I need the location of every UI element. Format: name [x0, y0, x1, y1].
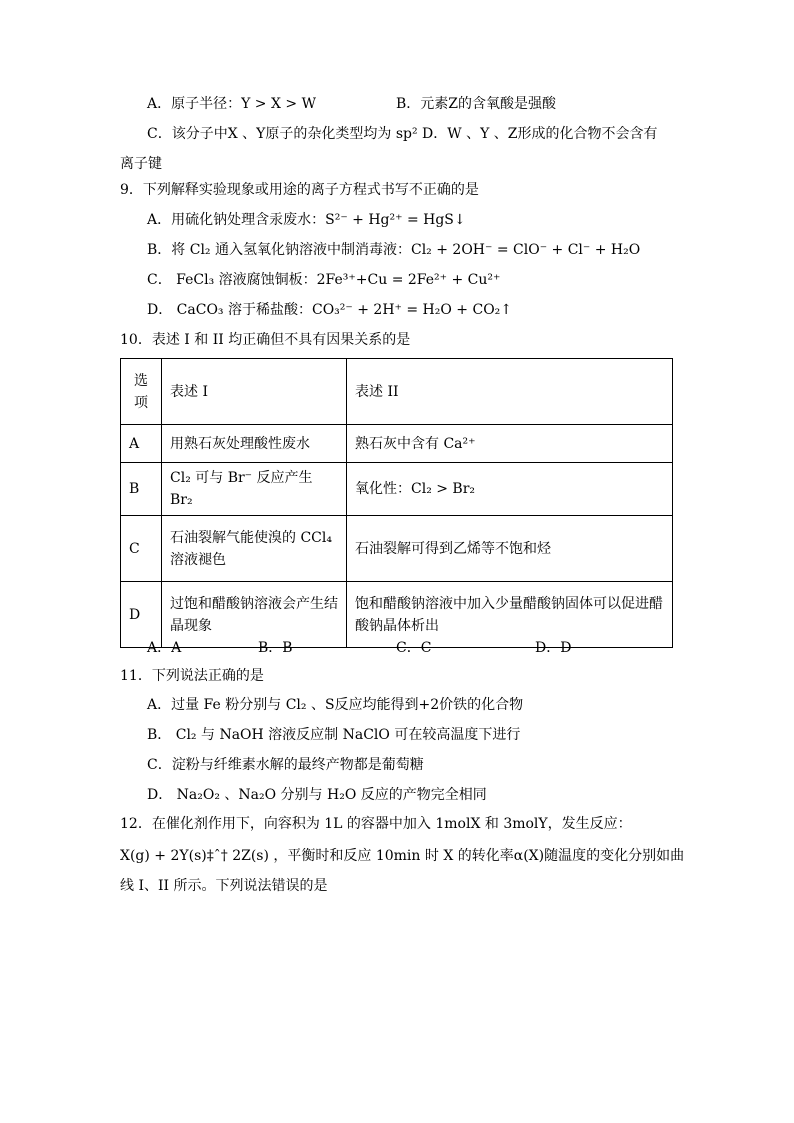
table-cell-statement-2: 石油裂解可得到乙烯等不饱和烃 [347, 516, 673, 582]
q10-answer-c: C．C [396, 640, 432, 656]
q9-option-a: A．用硫化钠处理含汞废水：S²⁻ + Hg²⁺ = HgS↓ [147, 212, 466, 228]
table-cell-statement-1: 过饱和醋酸钠溶液会产生结晶现象 [162, 582, 347, 648]
q11-option-c: C．淀粉与纤维素水解的最终产物都是葡萄糖 [147, 757, 424, 773]
table-cell-option: A [121, 425, 162, 463]
table-row [121, 425, 673, 463]
q10-stem: 10．表述 I 和 II 均正确但不具有因果关系的是 [120, 332, 411, 348]
table-row [121, 463, 673, 516]
q11-option-d: D． Na₂O₂ 、Na₂O 分别与 H₂O 反应的产物完全相同 [147, 787, 487, 803]
table-cell-option: D [121, 582, 162, 648]
q10-answer-b: B．B [258, 640, 293, 656]
q11-stem: 11．下列说法正确的是 [120, 668, 264, 684]
q8-option-b: B．元素Z的含氧酸是强酸 [396, 96, 557, 112]
table-cell-option: B [121, 463, 162, 516]
q11-option-a: A．过量 Fe 粉分别与 Cl₂ 、S反应均能得到+2价铁的化合物 [147, 697, 524, 713]
q10-answer-d: D．D [535, 640, 572, 656]
q8-option-c: C．该分子中X 、Y原子的杂化类型均为 sp² D．W 、Y 、Z形成的化合物不会含有 [147, 126, 658, 142]
q9-option-b: B．将 Cl₂ 通入氢氧化钠溶液中制消毒液：Cl₂ + 2OH⁻ = ClO⁻ + Cl⁻ + H₂O [147, 242, 641, 258]
table-cell-statement-2: 饱和醋酸钠溶液中加入少量醋酸钠固体可以促进醋酸钠晶体析出 [347, 582, 673, 648]
table-row [121, 516, 673, 582]
q8-option-c-continued: 离子键 [120, 156, 162, 172]
table-cell-option: C [121, 516, 162, 582]
table-header-option: 选项 [121, 359, 162, 425]
table-header-statement-1: 表述 I [162, 359, 347, 425]
table-header-statement-2: 表述 II [347, 359, 673, 425]
q9-option-c: C． FeCl₃ 溶液腐蚀铜板：2Fe³⁺+Cu = 2Fe²⁺ + Cu²⁺ [147, 272, 501, 288]
table-header-row [121, 359, 673, 425]
q11-option-b: B． Cl₂ 与 NaOH 溶液反应制 NaClO 可在较高温度下进行 [147, 727, 521, 743]
q10-table [120, 358, 673, 648]
table-cell-statement-1: Cl₂ 可与 Br⁻ 反应产生 Br₂ [162, 463, 347, 516]
q10-answer-a: A．A [147, 640, 182, 656]
q12-stem-line-2: X(g) + 2Y(s)‡ˆ† 2Z(s) ，平衡时和反应 10min 时 X 的转化率α(X)随温度的变化分别如曲 [120, 848, 685, 864]
table-cell-statement-1: 用熟石灰处理酸性废水 [162, 425, 347, 463]
q12-stem-line-3: 线 I、II 所示。下列说法错误的是 [120, 878, 328, 894]
table-cell-statement-1: 石油裂解气能使溴的 CCl₄ 溶液褪色 [162, 516, 347, 582]
q8-option-a: A．原子半径：Y > X > W [147, 96, 316, 112]
q9-stem: 9．下列解释实验现象或用途的离子方程式书写不正确的是 [120, 182, 479, 198]
q9-option-d: D． CaCO₃ 溶于稀盐酸：CO₃²⁻ + 2H⁺ = H₂O + CO₂↑ [147, 302, 513, 318]
table-cell-statement-2: 氧化性：Cl₂ > Br₂ [347, 463, 673, 516]
q12-stem-line-1: 12．在催化剂作用下，向容积为 1L 的容器中加入 1molX 和 3molY，发生反应： [120, 816, 632, 832]
table-cell-statement-2: 熟石灰中含有 Ca²⁺ [347, 425, 673, 463]
